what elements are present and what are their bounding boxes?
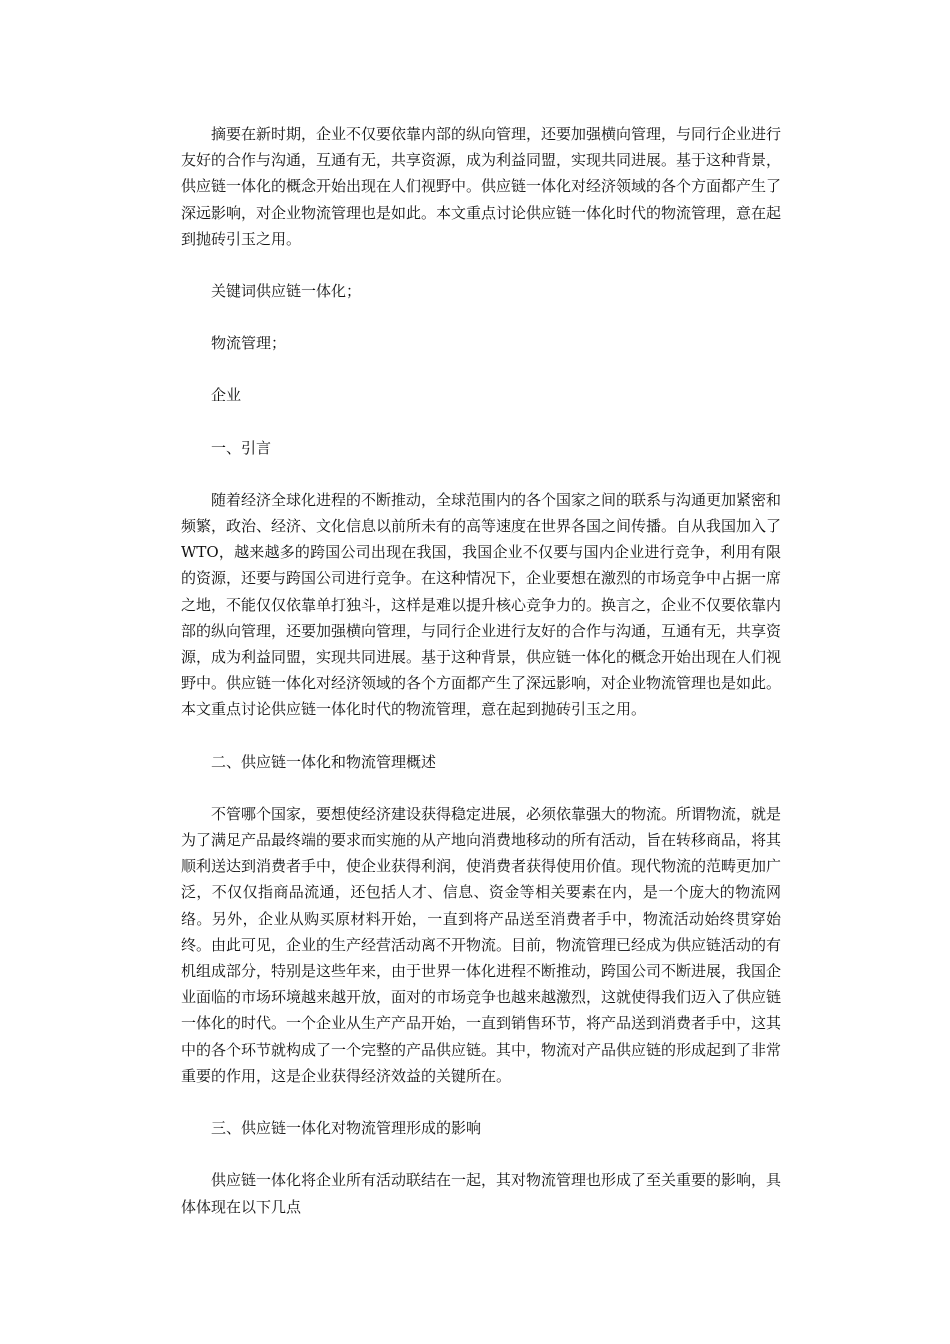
keywords-line: 关键词供应链一体化； <box>211 282 362 301</box>
document-body <box>181 121 781 1246</box>
keyword-logistics: 物流管理； <box>211 334 287 353</box>
section-heading-overview: 二、供应链一体化和物流管理概述 <box>211 752 437 771</box>
section-body-impact: 供应链一体化将企业所有活动联结在一起，其对物流管理也形成了至关重要的影响，具体体现在以下几点 <box>181 1171 782 1216</box>
abstract-paragraph: 摘要在新时期，企业不仅要依靠内部的纵向管理，还要加强横向管理，与同行企业进行友好的合作与沟通，互通有无，共享资源，成为利益同盟，实现共同进展。基于这种背景，供应链一体化的概念开始出现在人们视野中。供应链一体化对经济领域的各个方面都产生了深远影响，对企业物流管理也是如此。本文重点讨论供应链一体化时代的物流管理，意在起到抛砖引玉之用。 <box>181 125 782 248</box>
section-heading-introduction: 一、引言 <box>211 438 272 457</box>
section-body-overview: 不管哪个国家，要想使经济建设获得稳定进展，必须依靠强大的物流。所谓物流，就是为了满足产品最终端的要求而实施的从产地向消费地移动的所有活动，旨在转移商品，将其顺利送达到消费者手中，使企业获得利润，使消费者获得使用价值。现代物流的范畴更加广泛，不仅仅指商品流通，还包括人才、信息、资金等相关要素在内，是一个庞大的物流网络。另外，企业从购买原材料开始，一直到将产品送至消费者手中，物流活动始终贯穿始终。由此可见，企业的生产经营活动离不开物流。目前，物流管理已经成为供应链活动的有机组成部分，特别是这些年来，由于世界一体化进程不断推动，跨国公司不断进展，我国企业面临的市场环境越来越开放，面对的市场竞争也越来越激烈，这就使得我们迈入了供应链一体化的时代。一个企业从生产产品开始，一直到销售环节，将产品送到消费者手中，这其中的各个环节就构成了一个完整的产品供应链。其中，物流对产品供应链的形成起到了非常重要的作用，这是企业获得经济效益的关键所在。 <box>181 804 782 1085</box>
section-heading-impact: 三、供应链一体化对物流管理形成的影响 <box>211 1119 482 1138</box>
section-body-introduction: 随着经济全球化进程的不断推动，全球范围内的各个国家之间的联系与沟通更加紧密和频繁，政治、经济、文化信息以前所未有的高等速度在世界各国之间传播。自从我国加入了WTO，越来越多的跨国公司出现在我国，我国企业不仅要与国内企业进行竞争，利用有限的资源，还要与跨国公司进行竞争。在这种情况下，企业要想在激烈的市场竞争中占据一席之地，不能仅仅依靠单打独斗，这样是难以提升核心竞争力的。换言之，企业不仅要依靠内部的纵向管理，还要加强横向管理，与同行企业进行友好的合作与沟通，互通有无，共享资源，成为利益同盟，实现共同进展。基于这种背景，供应链一体化的概念开始出现在人们视野中。供应链一体化对经济领域的各个方面都产生了深远影响，对企业物流管理也是如此。本文重点讨论供应链一体化时代的物流管理，意在起到抛砖引玉之用。 <box>181 490 782 719</box>
keyword-enterprise: 企业 <box>211 386 242 405</box>
